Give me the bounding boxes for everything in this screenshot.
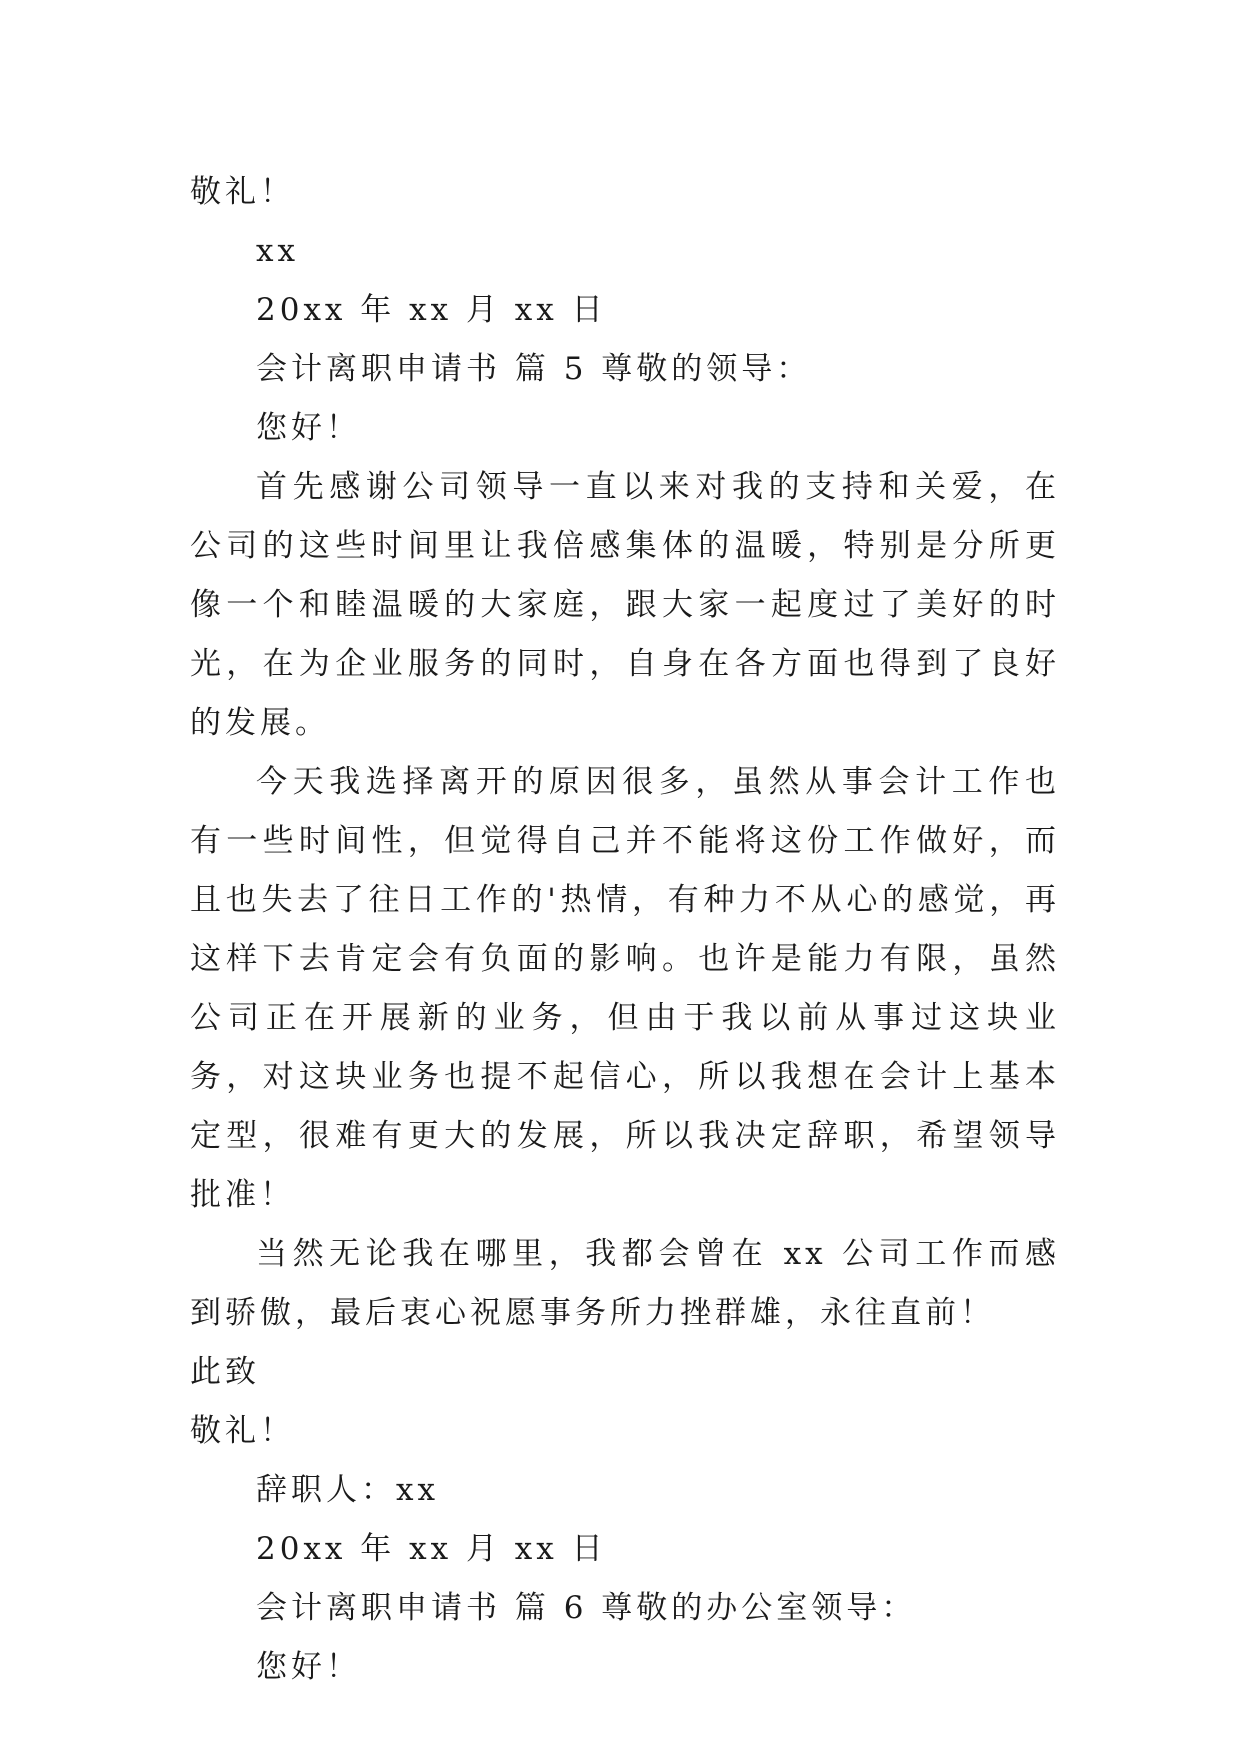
paragraph: 当然无论我在哪里，我都会曾在 xx 公司工作而感到骄傲，最后衷心祝愿事务所力挫群雄，永往直前！ — [190, 1236, 1060, 1331]
letter-heading: 会计离职申请书 篇 5 尊敬的领导： — [256, 351, 812, 387]
signature: 辞职人：xx — [256, 1472, 439, 1508]
closing-salutation: 敬礼！ — [190, 174, 295, 210]
paragraph: 首先感谢公司领导一直以来对我的支持和关爱，在公司的这些时间里让我倍感集体的温暖，特别是分所更像一个和睦温暖的大家庭，跟大家一起度过了美好的时光，在为企业服务的同时，自身在各方面也得到了良好的发展。 — [190, 469, 1060, 741]
closing-line: 此致 — [190, 1354, 260, 1390]
date: 20xx 年 xx 月 xx 日 — [256, 1531, 607, 1567]
closing-salutation: 敬礼！ — [190, 1413, 295, 1449]
greeting: 您好！ — [256, 1649, 361, 1685]
greeting: 您好！ — [256, 410, 361, 446]
letter-heading: 会计离职申请书 篇 6 尊敬的办公室领导： — [256, 1590, 917, 1626]
signature: xx — [256, 233, 299, 269]
date: 20xx 年 xx 月 xx 日 — [256, 292, 607, 328]
paragraph: 今天我选择离开的原因很多，虽然从事会计工作也有一些时间性，但觉得自己并不能将这份工作做好，而且也失去了往日工作的'热情，有种力不从心的感觉，再这样下去肯定会有负面的影响。也许是能力有限，虽然公司正在开展新的业务，但由于我以前从事过这块业务，对这块业务也提不起信心，所以我想在会计上基本定型，很难有更大的发展，所以我决定辞职，希望领导批准！ — [190, 764, 1060, 1213]
document-body — [190, 163, 1060, 1697]
